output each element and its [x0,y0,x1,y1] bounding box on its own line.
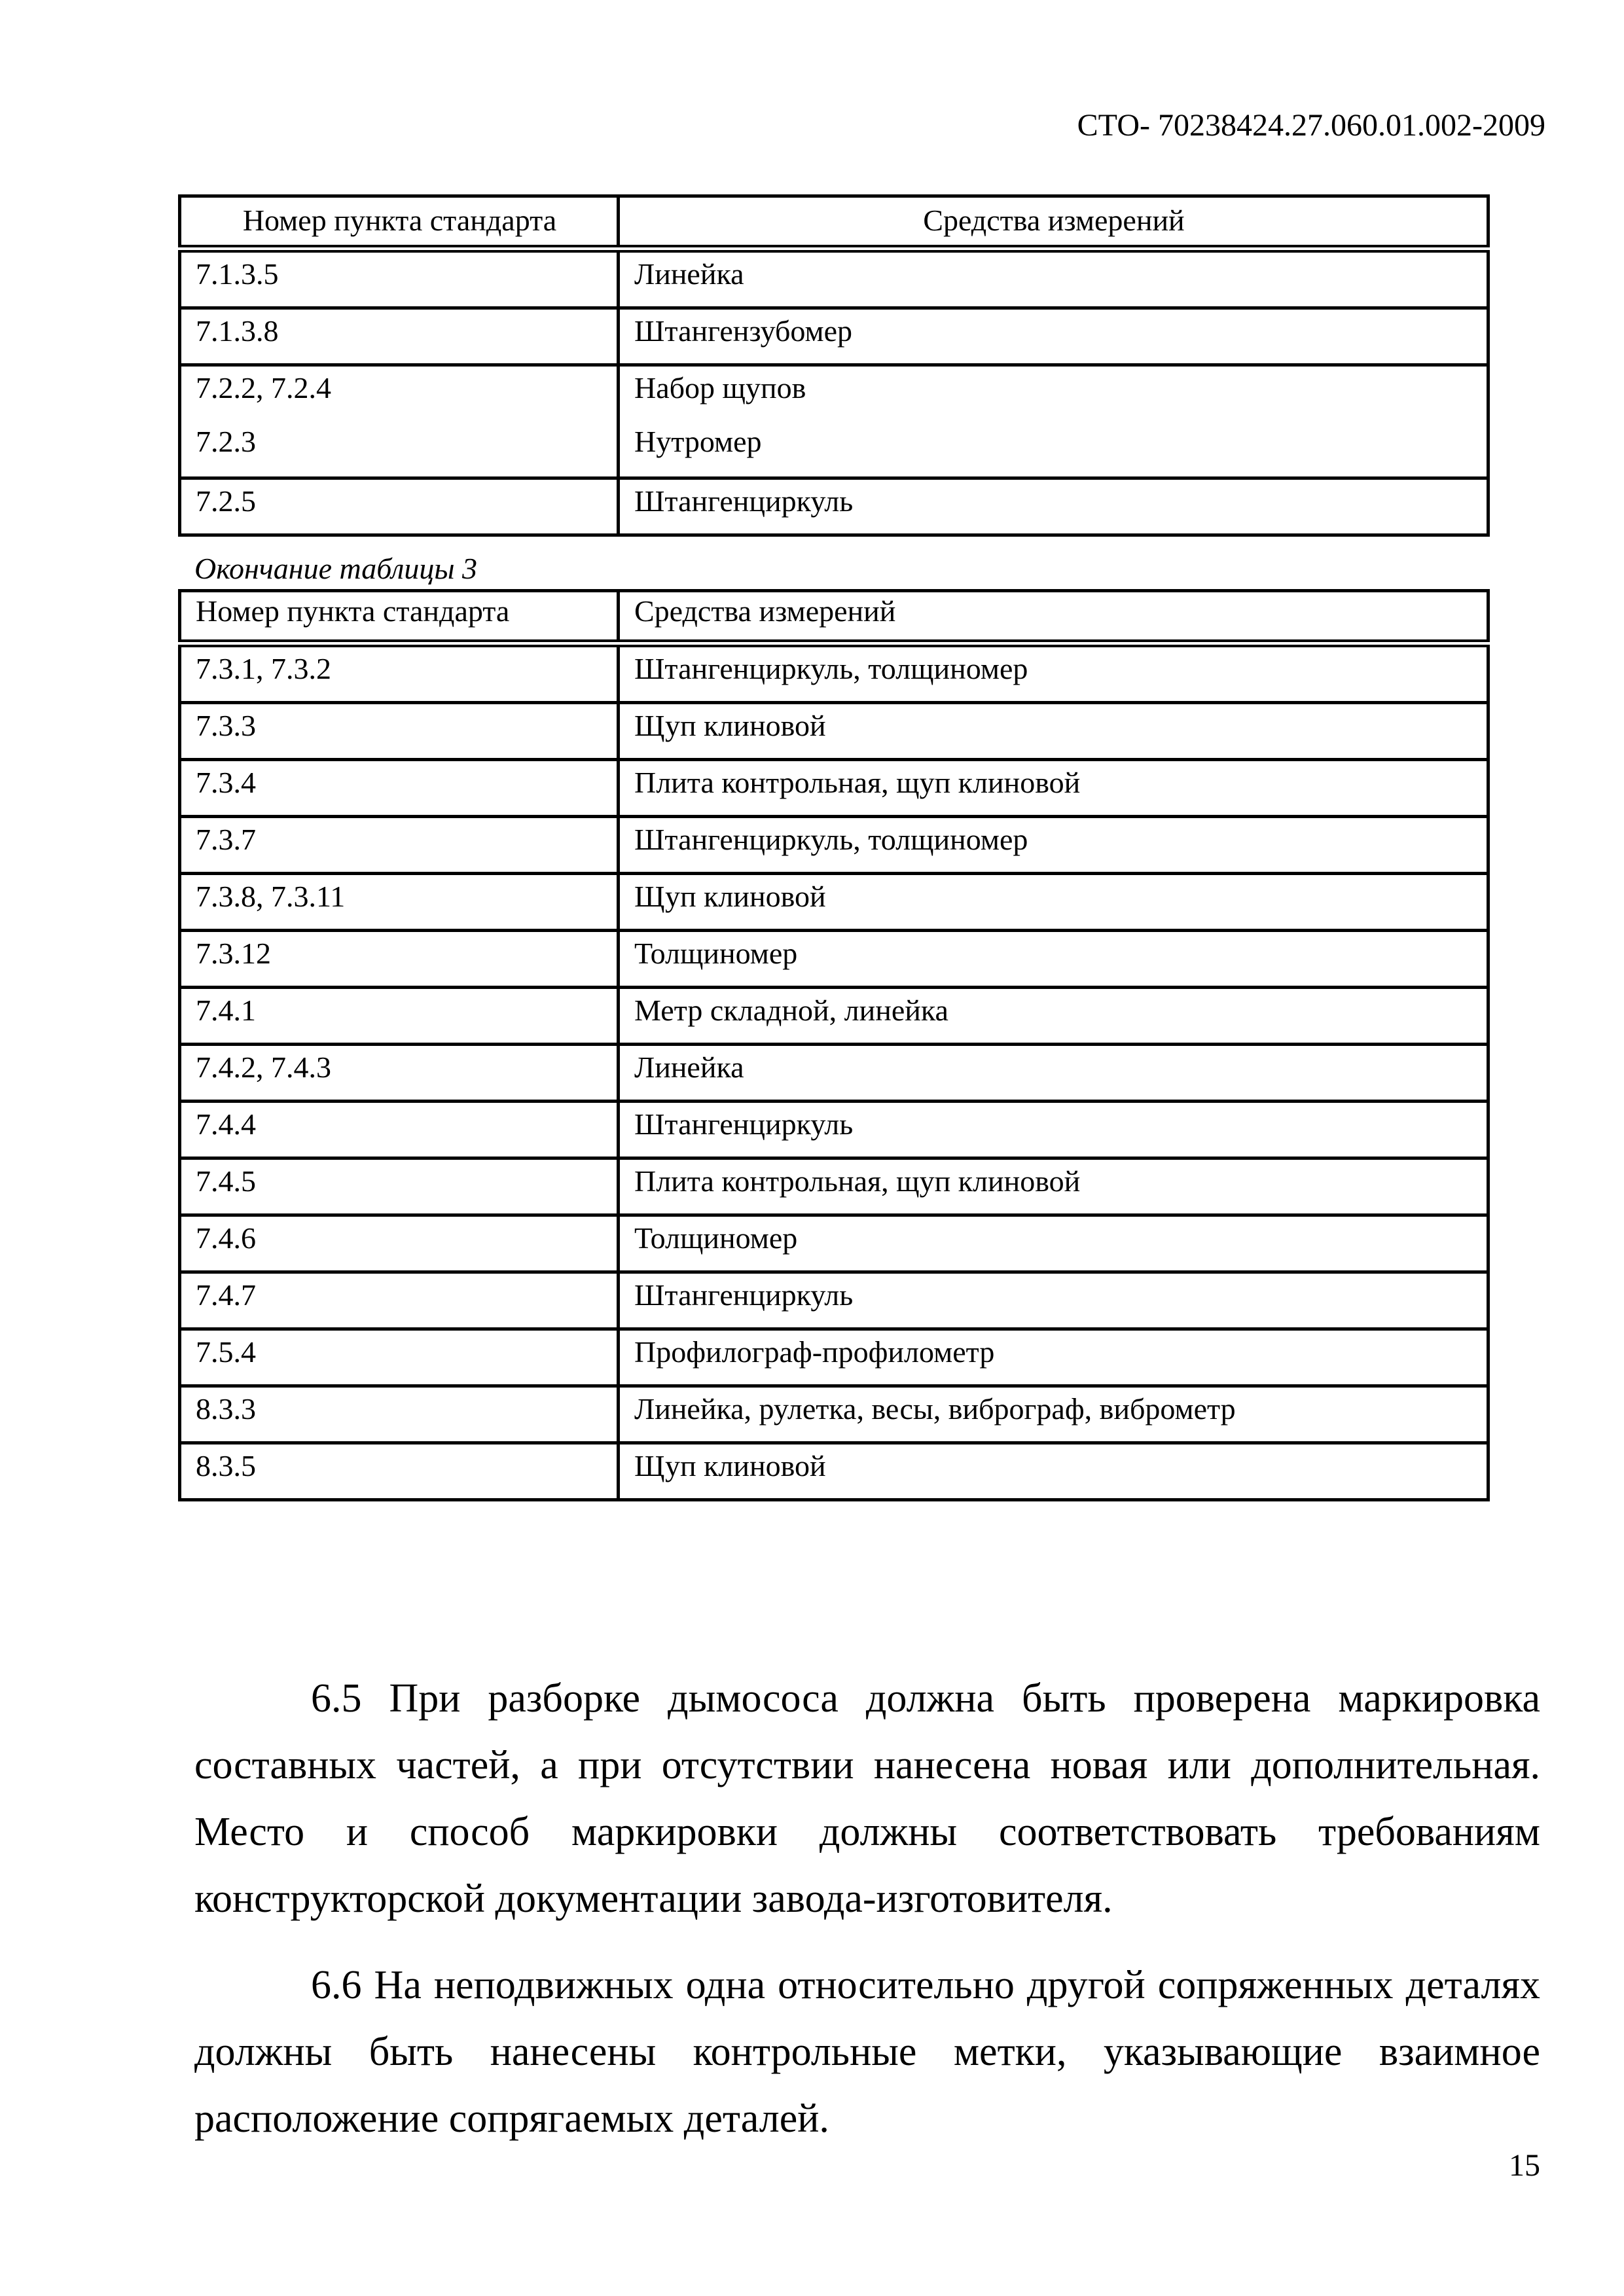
tool-cell: Толщиномер [619,931,1489,988]
item-cell: 7.3.8, 7.3.11 [180,874,619,931]
tool-cell: Линейка [619,1045,1489,1102]
item-cell: 7.3.4 [180,760,619,817]
tool-cell: Щуп клиновой [619,1443,1489,1500]
page-number: 15 [1509,2148,1540,2183]
document-code: СТО- 70238424.27.060.01.002-2009 [1077,108,1545,143]
table-row [180,931,1489,988]
column-header-tools: Средства измерений [619,196,1489,249]
table-row [180,988,1489,1045]
table-row [180,1045,1489,1102]
paragraph-6-6: 6.6 На неподвижных одна относительно другой сопряженных деталях должны быть нанесены контрольные метки, указывающие взаимное расположение сопрягаемых деталей. [194,1963,1540,2141]
item-cell: 7.2.5 [180,478,619,535]
item-cell: 7.4.5 [180,1158,619,1215]
item-cell: 7.4.2, 7.4.3 [180,1045,619,1102]
paragraph-6-5: 6.5 При разборке дымососа должна быть проверена маркировка составных частей, а при отсутствии нанесена новая или дополнительная. Место и способ маркировки должны соответствовать требованиям конструкторской документации завода-изготовителя. [194,1676,1540,1921]
tool-cell: Метр складной, линейка [619,988,1489,1045]
table-row [180,1215,1489,1272]
table-row [180,1386,1489,1443]
table-row [180,874,1489,931]
item-cell: 7.3.7 [180,817,619,874]
table-row [180,1272,1489,1329]
table-header-row [180,196,1489,249]
tool-cell: Толщиномер [619,1215,1489,1272]
table-row [180,1329,1489,1386]
item-cell: 7.3.12 [180,931,619,988]
tool-cell: Штангенциркуль [619,1102,1489,1158]
item-cell: 7.5.4 [180,1329,619,1386]
table-row [180,817,1489,874]
item-cell: 7.4.4 [180,1102,619,1158]
item-cell: 7.1.3.8 [180,308,619,365]
item-cell [180,365,619,478]
table-row [180,308,1489,365]
tool-cell: Щуп клиновой [619,703,1489,760]
column-header-item: Номер пункта стандарта [180,591,619,644]
tool-cell: Линейка [619,249,1489,308]
tool-cell: Плита контрольная, щуп клиновой [619,760,1489,817]
table-row [180,478,1489,535]
column-header-tools: Средства измерений [619,591,1489,644]
table-row [180,643,1489,703]
table-row [180,1102,1489,1158]
tool-cell: Штангенциркуль, толщиномер [619,817,1489,874]
item-cell: 7.4.1 [180,988,619,1045]
table-row [180,1158,1489,1215]
tool-cell: Штангенциркуль [619,478,1489,535]
item-cell: 7.1.3.5 [180,249,619,308]
tool-cell: Штангенциркуль [619,1272,1489,1329]
tool-cell: Профилограф-профилометр [619,1329,1489,1386]
item-cell: 7.3.1, 7.3.2 [180,643,619,703]
table-row [180,249,1489,308]
tool-line: Нутромер [634,425,762,458]
item-line: 7.2.2, 7.2.4 [196,371,331,404]
item-cell: 7.3.3 [180,703,619,760]
tool-cell: Линейка, рулетка, весы, виброграф, виброметр [619,1386,1489,1443]
measurement-table-part1 [178,194,1490,537]
tool-line: Набор щупов [634,371,806,404]
tool-cell: Щуп клиновой [619,874,1489,931]
tool-cell: Штангенциркуль, толщиномер [619,643,1489,703]
table-row [180,1443,1489,1500]
table-row [180,703,1489,760]
item-cell: 7.4.6 [180,1215,619,1272]
tool-cell: Штангензубомер [619,308,1489,365]
column-header-item: Номер пункта стандарта [180,196,619,249]
table-row [180,365,1489,478]
measurement-table-part2 [178,589,1490,1501]
item-cell: 8.3.3 [180,1386,619,1443]
item-cell: 7.4.7 [180,1272,619,1329]
table-header-row [180,591,1489,644]
item-line: 7.2.3 [196,425,256,458]
item-cell: 8.3.5 [180,1443,619,1500]
table-row [180,760,1489,817]
tool-cell [619,365,1489,478]
tool-cell: Плита контрольная, щуп клиновой [619,1158,1489,1215]
table-continuation-label: Окончание таблицы 3 [194,552,477,585]
